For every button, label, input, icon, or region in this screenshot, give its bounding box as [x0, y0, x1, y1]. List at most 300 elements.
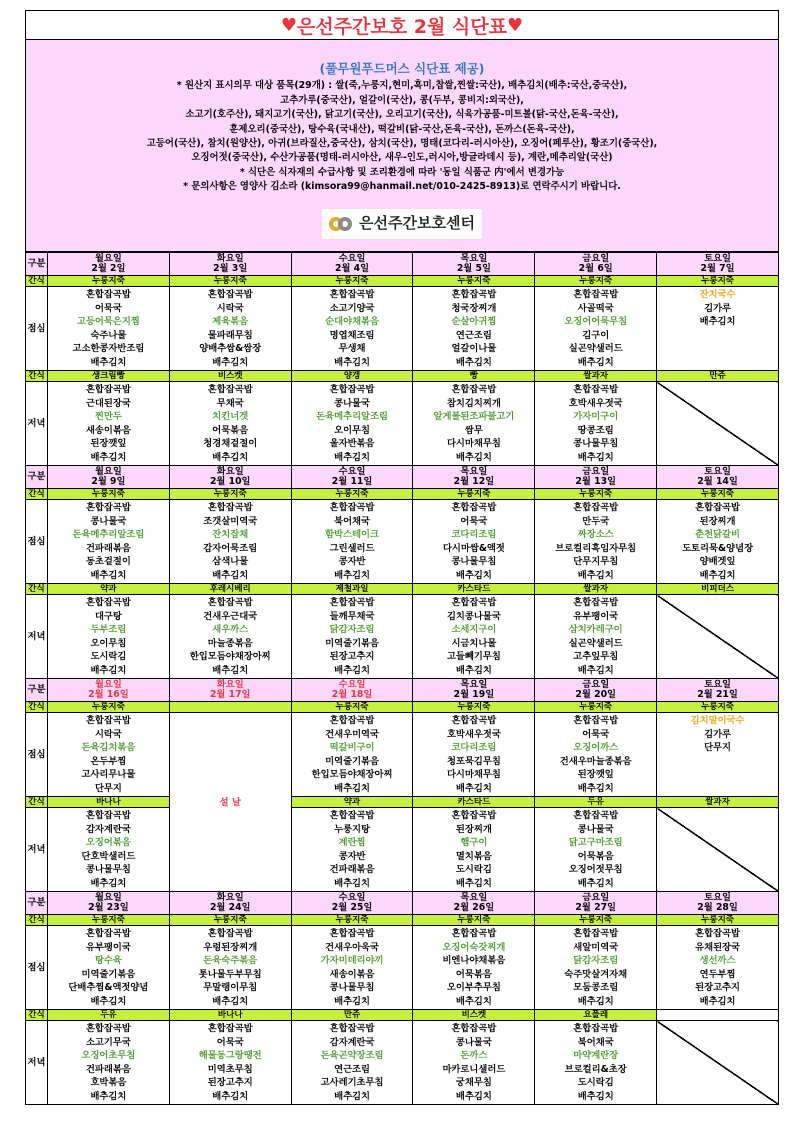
menu-item: 어묵볶음 — [577, 850, 614, 862]
menu-item: 울자반볶음 — [329, 438, 375, 450]
day-of-week: 목요일 — [460, 892, 488, 903]
day-header — [657, 253, 779, 276]
menu-item: 미역초무침 — [207, 1063, 253, 1075]
snack-row — [26, 702, 779, 713]
snack-cell: 약과 — [48, 584, 170, 595]
menu-item: 계란찜 — [338, 837, 366, 849]
info-line: * 문의사항은 영양사 김소라 (kimsora99@hanmail.net/010-2425-8913)로 연락주시기 바랍니다. — [183, 181, 621, 193]
menu-item: 혼합잡곡밥 — [451, 928, 497, 939]
menu-item: 콩나물국 — [90, 515, 127, 527]
menu-cell — [413, 808, 535, 892]
menu-item: 잔치잡채 — [212, 529, 249, 541]
info-line: * 원산지 표시의무 대상 품목(29개) : 쌀(죽,누룽지,현미,흑미,찹쌀,찐쌀:국산), 배추김치(배추:국산,중국산), — [176, 80, 628, 92]
menu-item: 북어채국 — [577, 1036, 614, 1048]
day-date: 2월 28일 — [697, 902, 738, 913]
menu-item: 배추김치 — [334, 356, 371, 368]
menu-item: 다시마채무침 — [446, 769, 501, 781]
menu-cell — [48, 287, 170, 371]
menu-item: 호박새우젓국 — [568, 397, 623, 409]
menu-item: 배추김치 — [577, 1090, 614, 1102]
menu-item: 고들빼기무침 — [446, 651, 501, 663]
menu-item: 콩나물무침 — [329, 982, 375, 994]
snack-cell: 누룽지죽 — [535, 276, 657, 287]
menu-cell — [535, 287, 657, 371]
menu-item: 배추김치 — [334, 664, 371, 676]
menu-item: 실곤약샐러드 — [568, 637, 623, 649]
menu-cell — [291, 595, 413, 679]
info-line: 오징어젓(중국산), 수산가공품(명태-러시아산, 새우-인도,러시아,방글라데시 등), 계란,메추리알(국산) — [191, 152, 613, 164]
day-date: 2월 16일 — [88, 689, 129, 700]
menu-item: 혼합잡곡밥 — [573, 384, 619, 395]
snack-cell: 누룽지죽 — [535, 489, 657, 500]
menu-item: 소고기양국 — [329, 302, 375, 314]
menu-cell — [48, 382, 170, 466]
snack-cell: 두유 — [535, 797, 657, 808]
menu-item: 새송이볶음 — [329, 968, 375, 980]
menu-cell — [291, 500, 413, 584]
snack-cell: 누룽지죽 — [169, 489, 291, 500]
menu-item: 닭고구마조림 — [568, 837, 623, 849]
menu-item: 순살아귀찜 — [451, 316, 497, 328]
menu-item: 무말랭이무침 — [203, 982, 258, 994]
snack-cell: 쌀과자 — [535, 371, 657, 382]
day-header — [291, 892, 413, 915]
menu-cell — [291, 287, 413, 371]
menu-cell — [535, 595, 657, 679]
day-date: 2월 6일 — [578, 263, 613, 274]
day-of-week: 토요일 — [704, 679, 732, 690]
day-header — [48, 466, 170, 489]
day-of-week: 토요일 — [704, 253, 732, 264]
menu-item: 쌈무 — [464, 424, 483, 436]
menu-item: 숙주나물 — [90, 329, 127, 341]
day-date: 2월 7일 — [700, 263, 735, 274]
row-label-snack: 간식 — [26, 797, 48, 808]
row-label-snack: 간식 — [26, 371, 48, 382]
menu-item: 배추김치 — [699, 316, 736, 328]
menu-item: 코다리조림 — [451, 529, 497, 541]
menu-item: 건새우근대국 — [203, 610, 258, 622]
menu-item: 혼합잡곡밥 — [573, 810, 619, 821]
menu-item: 돈육곤약장조림 — [320, 1050, 384, 1062]
menu-item: 돈까스 — [460, 1050, 488, 1062]
menu-item: 연두부찜 — [699, 968, 736, 980]
snack-cell — [169, 702, 291, 713]
menu-item: 배추김치 — [577, 995, 614, 1007]
menu-cell — [657, 287, 779, 371]
menu-cell — [169, 1021, 291, 1105]
menu-item: 단호박샐러드 — [81, 850, 136, 862]
menu-cell — [657, 926, 779, 1010]
snack-cell: 만쥬 — [291, 1010, 413, 1021]
menu-item: 배추김치 — [334, 1090, 371, 1102]
day-of-week: 월요일 — [94, 892, 122, 903]
info-line: * 식단은 식자재의 수급사항 및 조리환경에 따라 '동일 식품군 内'에서 변경가능 — [239, 166, 565, 178]
logo-mark-icon — [329, 212, 353, 236]
menu-item: 배추김치 — [334, 877, 371, 889]
snack-cell: 누룽지죽 — [48, 915, 170, 926]
menu-item: 청국장찌개 — [451, 302, 497, 314]
menu-item: 만두국 — [582, 515, 610, 527]
menu-item: 어묵국 — [216, 1036, 244, 1048]
row-label-snack: 간식 — [26, 915, 48, 926]
menu-item: 함박스테이크 — [325, 529, 380, 541]
row-label-lunch: 점심 — [26, 713, 48, 797]
menu-item: 고추잎무침 — [573, 651, 619, 663]
menu-item: 배추김치 — [212, 995, 249, 1007]
menu-item: 물파래무침 — [207, 329, 253, 341]
menu-item: 청경채겉절이 — [203, 438, 258, 450]
menu-cell — [48, 808, 170, 892]
menu-item: 미역줄기볶음 — [325, 637, 380, 649]
menu-item: 고소한콩자반조림 — [72, 343, 145, 355]
no-meal-cell — [657, 595, 779, 679]
day-header — [657, 466, 779, 489]
menu-item: 오징어볶음 — [85, 837, 131, 849]
menu-cell — [48, 926, 170, 1010]
menu-item: 대구탕 — [94, 610, 122, 622]
row-label-gubun: 구분 — [26, 892, 48, 915]
menu-item: 연근조림 — [455, 329, 492, 341]
no-meal-cell — [657, 808, 779, 892]
menu-item: 돈육메추리알조림 — [72, 529, 145, 541]
day-header — [291, 253, 413, 276]
snack-cell: 누룽지죽 — [657, 702, 779, 713]
menu-item: 오이부추무침 — [446, 982, 501, 994]
menu-item: 혼합잡곡밥 — [207, 502, 253, 513]
day-date: 2월 3일 — [213, 263, 248, 274]
day-date: 2월 24일 — [209, 902, 251, 913]
menu-item: 얼갈이나물 — [451, 343, 497, 355]
menu-item: 누룽지탕 — [334, 823, 371, 835]
day-of-week: 수요일 — [338, 892, 366, 903]
menu-item: 유부팽이국 — [85, 941, 131, 953]
day-of-week: 월요일 — [94, 253, 122, 264]
lunch-row — [26, 500, 779, 584]
menu-item: 제육볶음 — [212, 316, 249, 328]
snack-cell: 누룽지죽 — [291, 276, 413, 287]
menu-item: 혼합잡곡밥 — [573, 597, 619, 608]
menu-item: 오징어숙갓찌개 — [442, 941, 506, 953]
menu-item: 된장고추지 — [695, 982, 741, 994]
snack-cell: 누룽지죽 — [169, 276, 291, 287]
info-line: 소고기(호주산), 돼지고기(국산), 닭고기(국산), 오리고기(국산), 식육가공품-미트볼(닭-국산,돈육-국산), — [185, 109, 619, 121]
menu-item: 브로컬리흑임자무침 — [555, 542, 637, 554]
lunch-row — [26, 713, 779, 797]
menu-cell — [535, 926, 657, 1010]
day-of-week: 금요일 — [582, 892, 610, 903]
menu-item: 양배추쌈&쌈장 — [199, 343, 262, 355]
snack-row — [26, 915, 779, 926]
menu-item: 배추김치 — [455, 664, 492, 676]
provider-note: (풀무원푸드머스 식단표 제공) — [319, 61, 485, 76]
title-text: 은선주간보호 2월 식단표 — [297, 15, 507, 38]
menu-item: 삼색나물 — [212, 556, 249, 568]
menu-item: 된장깻잎 — [577, 769, 614, 781]
menu-item: 혼합잡곡밥 — [329, 715, 375, 726]
day-date: 2월 25일 — [331, 902, 373, 913]
menu-item: 배추김치 — [455, 877, 492, 889]
menu-item: 배추김치 — [577, 782, 614, 794]
snack-cell: 누룽지죽 — [291, 489, 413, 500]
menu-item: 연근조림 — [334, 1063, 371, 1075]
day-date: 2월 19일 — [453, 689, 495, 700]
menu-cell — [535, 1021, 657, 1105]
menu-cell — [413, 926, 535, 1010]
menu-item: 온두부찜 — [90, 755, 127, 767]
menu-item: 배추김치 — [90, 1090, 127, 1102]
menu-item: 햄구이 — [460, 837, 488, 849]
snack-cell: 두유 — [48, 1010, 170, 1021]
day-of-week: 월요일 — [94, 466, 122, 477]
menu-item: 혼합잡곡밥 — [85, 502, 131, 513]
menu-item: 찐만두 — [94, 411, 122, 423]
day-of-week: 수요일 — [338, 253, 366, 264]
menu-item: 고등어묵은지찜 — [76, 316, 140, 328]
menu-item: 혼합잡곡밥 — [573, 928, 619, 939]
row-label-snack: 간식 — [26, 1010, 48, 1021]
menu-item: 두부조림 — [90, 624, 127, 636]
menu-cell — [169, 595, 291, 679]
snack-cell: 쌀과자 — [657, 797, 779, 808]
row-label-snack: 간식 — [26, 276, 48, 287]
no-meal-cell — [657, 382, 779, 466]
menu-item: 배추김치 — [212, 664, 249, 676]
menu-item: 숙주맛살겨자채 — [564, 968, 628, 980]
menu-item: 짜장소스 — [577, 529, 614, 541]
menu-item: 도시락김 — [455, 864, 492, 876]
menu-item: 배추김치 — [699, 995, 736, 1007]
menu-item: 혼합잡곡밥 — [451, 384, 497, 395]
row-label-dinner: 저녁 — [26, 595, 48, 679]
menu-item: 오이무침 — [90, 637, 127, 649]
menu-item: 다시마채무침 — [446, 438, 501, 450]
menu-cell — [413, 713, 535, 797]
menu-item: 배추김치 — [212, 451, 249, 463]
snack-cell: 만쥬 — [657, 371, 779, 382]
menu-item: 배추김치 — [577, 569, 614, 581]
snack-cell: 누룽지죽 — [291, 915, 413, 926]
menu-item: 배추김치 — [455, 995, 492, 1007]
menu-item: 혼합잡곡밥 — [329, 810, 375, 821]
menu-item: 탕수육 — [94, 955, 122, 967]
menu-cell — [48, 595, 170, 679]
menu-cell — [291, 713, 413, 797]
day-date: 2월 2일 — [91, 263, 126, 274]
menu-item: 콩자반 — [338, 556, 366, 568]
menu-item: 혼합잡곡밥 — [329, 289, 375, 300]
snack-cell: 누룽지죽 — [535, 702, 657, 713]
day-header — [169, 892, 291, 915]
snack-cell: 누룽지죽 — [413, 915, 535, 926]
menu-item: 된장고추지 — [329, 651, 375, 663]
row-label-dinner: 저녁 — [26, 382, 48, 466]
menu-item: 배추김치 — [90, 451, 127, 463]
menu-item: 혼합잡곡밥 — [573, 502, 619, 513]
snack-cell: 빵 — [413, 371, 535, 382]
snack-cell: 누룽지죽 — [48, 702, 170, 713]
menu-item: 땅콩조림 — [577, 424, 614, 436]
day-header — [535, 253, 657, 276]
menu-item: 혼합잡곡밥 — [573, 1023, 619, 1034]
menu-item: 된장깻잎 — [90, 438, 127, 450]
menu-item: 도시락김 — [90, 651, 127, 663]
menu-item: 미역줄기볶음 — [325, 755, 380, 767]
menu-item: 어묵국 — [582, 728, 610, 740]
menu-item: 새송이볶음 — [85, 424, 131, 436]
row-label-dinner: 저녁 — [26, 808, 48, 892]
menu-item: 북어채국 — [334, 515, 371, 527]
snack-cell: 비스켓 — [413, 1010, 535, 1021]
day-header — [169, 679, 291, 702]
day-header — [48, 253, 170, 276]
menu-item: 배추김치 — [90, 664, 127, 676]
menu-item: 배추김치 — [334, 569, 371, 581]
menu-cell — [169, 926, 291, 1010]
day-date: 2월 11일 — [331, 476, 373, 487]
menu-item: 어묵국 — [460, 515, 488, 527]
menu-item: 소세지구이 — [451, 624, 497, 636]
menu-item: 배추김치 — [455, 569, 492, 581]
day-of-week: 화요일 — [216, 466, 244, 477]
snack-cell: 바나나 — [169, 1010, 291, 1021]
menu-item: 무채국 — [216, 397, 244, 409]
menu-item: 고사리무나물 — [81, 769, 136, 781]
day-header — [413, 253, 535, 276]
menu-item: 김가루 — [704, 728, 732, 740]
menu-item: 혼합잡곡밥 — [329, 928, 375, 939]
day-header — [535, 679, 657, 702]
row-label-snack: 간식 — [26, 702, 48, 713]
snack-cell: 누룽지죽 — [48, 276, 170, 287]
day-header — [169, 253, 291, 276]
menu-item: 단무지 — [94, 782, 122, 794]
day-header — [657, 892, 779, 915]
menu-sheet — [25, 10, 779, 1105]
menu-item: 혼합잡곡밥 — [207, 384, 253, 395]
info-panel — [25, 40, 779, 252]
menu-item: 돈육김치볶음 — [81, 742, 136, 754]
menu-item: 혼합잡곡밥 — [573, 715, 619, 726]
menu-cell — [657, 713, 779, 797]
menu-item: 배추김치 — [90, 995, 127, 1007]
day-date: 2월 27일 — [575, 902, 617, 913]
menu-item: 유부팽이국 — [573, 610, 619, 622]
snack-cell: 누룽지죽 — [413, 702, 535, 713]
menu-item: 김구이 — [582, 329, 610, 341]
day-date: 2월 5일 — [456, 263, 491, 274]
menu-item: 생선까스 — [699, 955, 736, 967]
row-label-gubun: 구분 — [26, 679, 48, 702]
menu-item: 감자계란국 — [329, 1036, 375, 1048]
menu-item: 배추김치 — [212, 569, 249, 581]
menu-item: 돈육메추리알조림 — [316, 411, 388, 423]
menu-item: 건파래볶음 — [85, 542, 131, 554]
snack-cell: 누룽지죽 — [657, 276, 779, 287]
center-logo — [322, 209, 482, 239]
dinner-row — [26, 382, 779, 466]
menu-item: 혼합잡곡밥 — [85, 1023, 131, 1034]
menu-item: 배추김치 — [455, 356, 492, 368]
snack-cell: 요플레 — [535, 1010, 657, 1021]
menu-item: 혼합잡곡밥 — [85, 715, 131, 726]
menu-item: 해물동그랑땡전 — [198, 1050, 262, 1062]
menu-item: 동초겉절이 — [85, 556, 131, 568]
snack-row — [26, 371, 779, 382]
menu-item: 배추김치 — [455, 782, 492, 794]
menu-item: 혼합잡곡밥 — [329, 597, 375, 608]
menu-item: 콩자반 — [338, 850, 366, 862]
menu-cell — [48, 1021, 170, 1105]
menu-item: 오징어초무침 — [81, 1050, 136, 1062]
menu-item: 알게볼된조파불고기 — [433, 411, 515, 423]
menu-item: 한입모듬야채장아찌 — [189, 651, 271, 663]
info-line: 훈제오리(중국산), 탕수육(국내산), 떡갈비(닭-국산,돈육-국산), 돈까스(돈육-국산), — [229, 123, 575, 135]
menu-item: 혼합잡곡밥 — [451, 1023, 497, 1034]
menu-item: 김치콩나물국 — [446, 610, 501, 622]
menu-cell — [413, 1021, 535, 1105]
menu-item: 혼합잡곡밥 — [451, 502, 497, 513]
menu-item: 배추김치 — [90, 356, 127, 368]
menu-item: 된장고추지 — [207, 1077, 253, 1089]
day-header — [48, 892, 170, 915]
snack-cell: 누룽지죽 — [291, 702, 413, 713]
menu-item: 도시락김 — [577, 1077, 614, 1089]
snack-cell: 누룽지죽 — [657, 489, 779, 500]
day-header — [413, 466, 535, 489]
menu-item: 혼합잡곡밥 — [85, 597, 131, 608]
menu-cell — [48, 500, 170, 584]
snack-cell: 생크림빵 — [48, 371, 170, 382]
day-header — [169, 466, 291, 489]
menu-cell — [291, 926, 413, 1010]
lunch-row — [26, 926, 779, 1010]
day-date: 2월 13일 — [575, 476, 617, 487]
week-header-row — [26, 679, 779, 702]
page-title — [25, 10, 779, 40]
row-label-lunch: 점심 — [26, 500, 48, 584]
snack-row — [26, 1010, 779, 1021]
day-of-week: 화요일 — [216, 253, 244, 264]
menu-item: 가자미구이 — [573, 411, 619, 423]
day-date: 2월 20일 — [575, 689, 617, 700]
menu-item: 호박볶음 — [90, 1077, 127, 1089]
row-label-lunch: 점심 — [26, 287, 48, 371]
menu-item: 감자계란국 — [85, 823, 131, 835]
menu-item: 김치말이국수 — [690, 715, 745, 726]
snack-cell: 양갱 — [291, 371, 413, 382]
day-of-week: 목요일 — [460, 679, 488, 690]
day-header — [413, 892, 535, 915]
menu-item: 배추김치 — [577, 451, 614, 463]
snack-cell: 누룽지죽 — [657, 915, 779, 926]
menu-cell — [413, 595, 535, 679]
day-date: 2월 9일 — [91, 476, 126, 487]
day-date: 2월 17일 — [209, 689, 251, 700]
menu-item: 된장찌개 — [455, 823, 492, 835]
holiday-cell: 설 날 — [169, 713, 291, 892]
menu-item: 어묵볶음 — [212, 424, 249, 436]
menu-item: 김가루 — [704, 302, 732, 314]
menu-item: 사골떡국 — [577, 302, 614, 314]
menu-item: 배추김치 — [212, 1090, 249, 1102]
row-label-snack: 간식 — [26, 584, 48, 595]
menu-item: 콩나물국 — [334, 397, 371, 409]
menu-item: 오징어어묵무침 — [564, 316, 628, 328]
menu-item: 건새우마늘종볶음 — [559, 755, 632, 767]
menu-item: 그린샐러드 — [329, 542, 375, 554]
menu-item: 단무지무침 — [573, 556, 619, 568]
